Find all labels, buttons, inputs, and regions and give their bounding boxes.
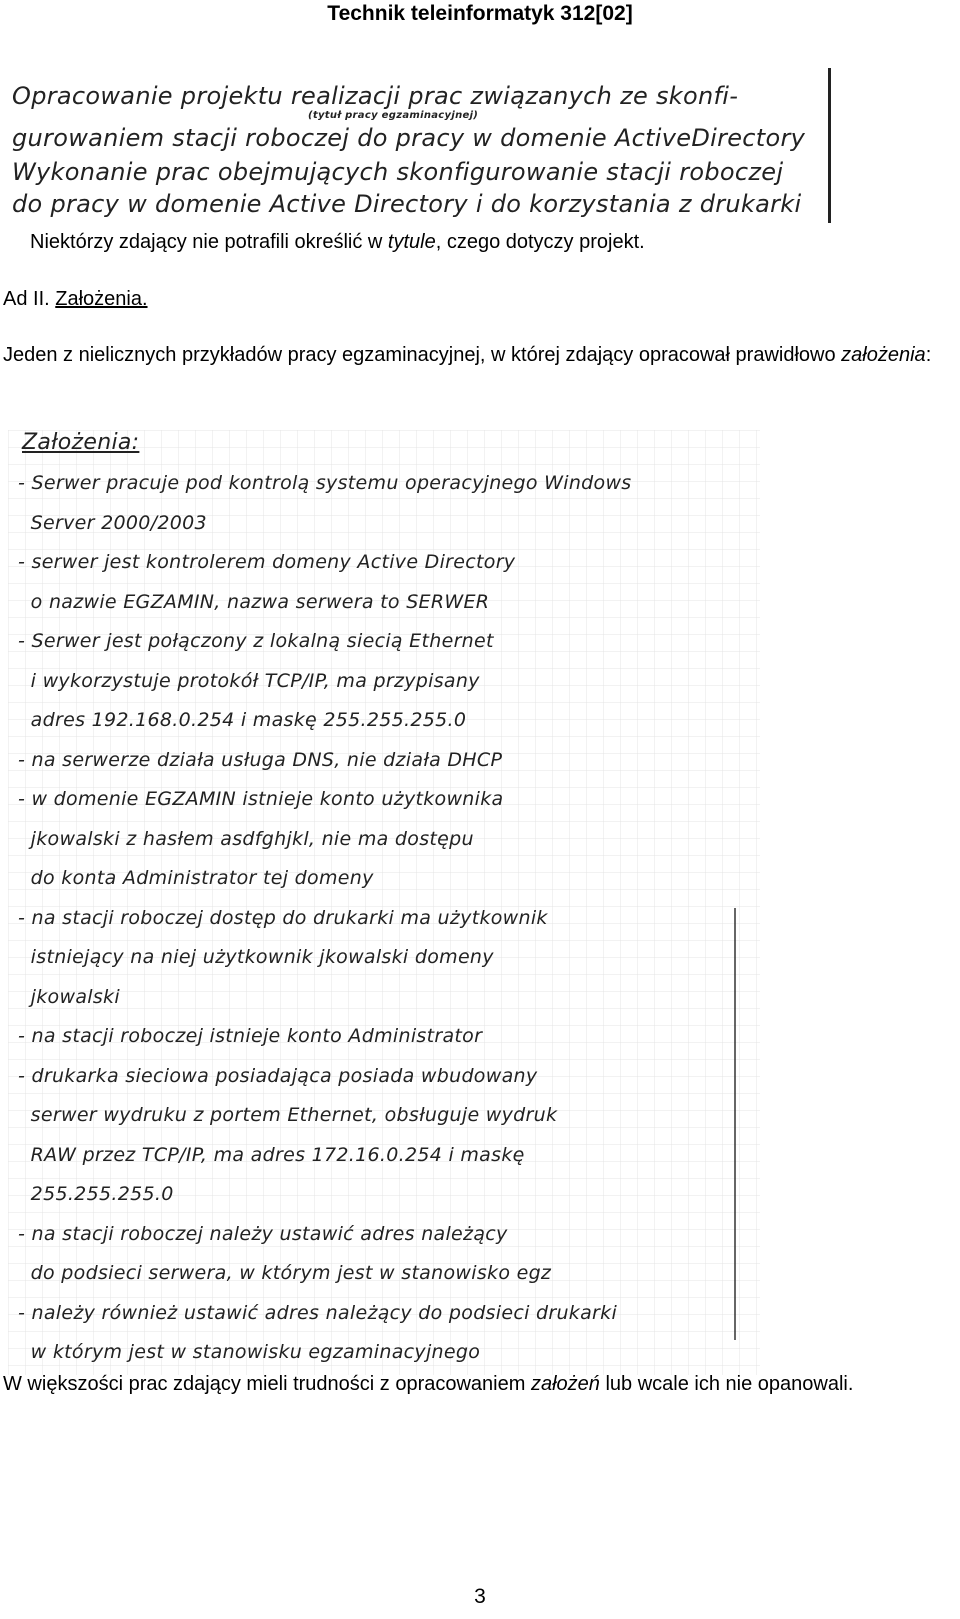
text-run: Niektórzy zdający nie potrafili określić w	[30, 231, 388, 253]
italic-term: założeń	[530, 1373, 600, 1395]
section-title: Założenia.	[55, 288, 148, 310]
handwritten-assumption-line: jkowalski z hasłem asdfghjkl, nie ma dostępu	[18, 827, 474, 850]
text-run: Jeden z nielicznych przykładów pracy egzaminacyjnej, w której zdający opracował prawidłowo	[3, 344, 842, 366]
handwritten-assumption-line: - na stacji roboczej dostęp do drukarki ma użytkownik	[18, 906, 548, 929]
handwritten-assumption-line: - Serwer pracuje pod kontrolą systemu operacyjnego Windows	[18, 472, 632, 494]
handwritten-assumptions-scan	[8, 430, 760, 1375]
handwritten-assumption-line: Server 2000/2003	[18, 511, 207, 534]
handwritten-assumption-line: o nazwie EGZAMIN, nazwa serwera to SERWER	[18, 590, 490, 613]
handwritten-caption: (tytuł pracy egzaminacyjnej)	[308, 110, 479, 121]
handwritten-heading: Założenia:	[22, 430, 140, 455]
handwritten-assumption-line: serwer wydruku z portem Ethernet, obsługuje wydruk	[18, 1104, 558, 1126]
handwritten-assumption-line: 255.255.255.0	[18, 1183, 174, 1205]
handwritten-assumption-line: i wykorzystuje protokół TCP/IP, ma przypisany	[18, 669, 480, 692]
handwritten-assumption-line: - na stacji roboczej istnieje konto Administrator	[18, 1025, 483, 1047]
italic-term: tytule	[387, 231, 436, 253]
handwritten-assumption-line: - serwer jest kontrolerem domeny Active Directory	[18, 551, 516, 573]
handwritten-title-scan	[8, 68, 860, 228]
italic-term: założenia	[841, 344, 926, 366]
handwritten-assumption-line: w którym jest w stanowisku egzaminacyjnego	[18, 1341, 481, 1363]
page-number: 3	[474, 1585, 486, 1608]
paragraph-summary	[3, 1369, 955, 1399]
handwritten-line: do pracy w domenie Active Directory i do korzystania z drukarki	[12, 190, 802, 218]
paragraph-title-note	[30, 228, 645, 256]
paragraph-example-intro	[3, 342, 955, 368]
text-run: W większości prac zdający mieli trudności z opracowaniem	[3, 1373, 531, 1395]
handwritten-assumption-line: adres 192.168.0.254 i maskę 255.255.255.0	[18, 709, 467, 731]
handwritten-assumption-line: jkowalski	[18, 985, 120, 1008]
text-run: :	[925, 344, 932, 366]
handwritten-assumption-line: - należy również ustawić adres należący do podsieci drukarki	[18, 1301, 618, 1324]
handwritten-assumption-line: - na stacji roboczej należy ustawić adres należący	[18, 1222, 508, 1245]
handwritten-assumption-line: do podsieci serwera, w którym jest w stanowisko egz	[18, 1262, 552, 1284]
handwritten-line: gurowaniem stacji roboczej do pracy w domenie ActiveDirectory	[12, 124, 806, 152]
section-heading	[3, 285, 148, 313]
margin-line	[828, 68, 831, 223]
text-run: , czego dotyczy projekt.	[435, 231, 645, 253]
handwritten-assumption-line: - drukarka sieciowa posiadająca posiada wbudowany	[18, 1064, 538, 1087]
handwritten-assumption-line: RAW przez TCP/IP, ma adres 172.16.0.254 i maskę	[18, 1143, 525, 1166]
handwritten-assumption-line: - w domenie EGZAMIN istnieje konto użytkownika	[18, 788, 504, 810]
handwritten-assumption-line: - Serwer jest połączony z lokalną siecią Ethernet	[18, 630, 494, 652]
handwritten-line: Wykonanie prac obejmujących skonfigurowanie stacji roboczej	[12, 158, 784, 186]
handwritten-assumption-line: - na serwerze działa usługa DNS, nie działa DHCP	[18, 748, 503, 771]
document-header: Technik teleinformatyk 312[02]	[327, 2, 633, 25]
handwritten-assumption-line: do konta Administrator tej domeny	[18, 867, 374, 889]
text-run: lub wcale ich nie opanowali.	[599, 1373, 854, 1395]
section-number: Ad II.	[3, 288, 56, 310]
handwritten-line: Opracowanie projektu realizacji prac związanych ze skonfi-	[12, 82, 739, 110]
handwritten-assumption-line: istniejący na niej użytkownik jkowalski domeny	[18, 946, 494, 968]
